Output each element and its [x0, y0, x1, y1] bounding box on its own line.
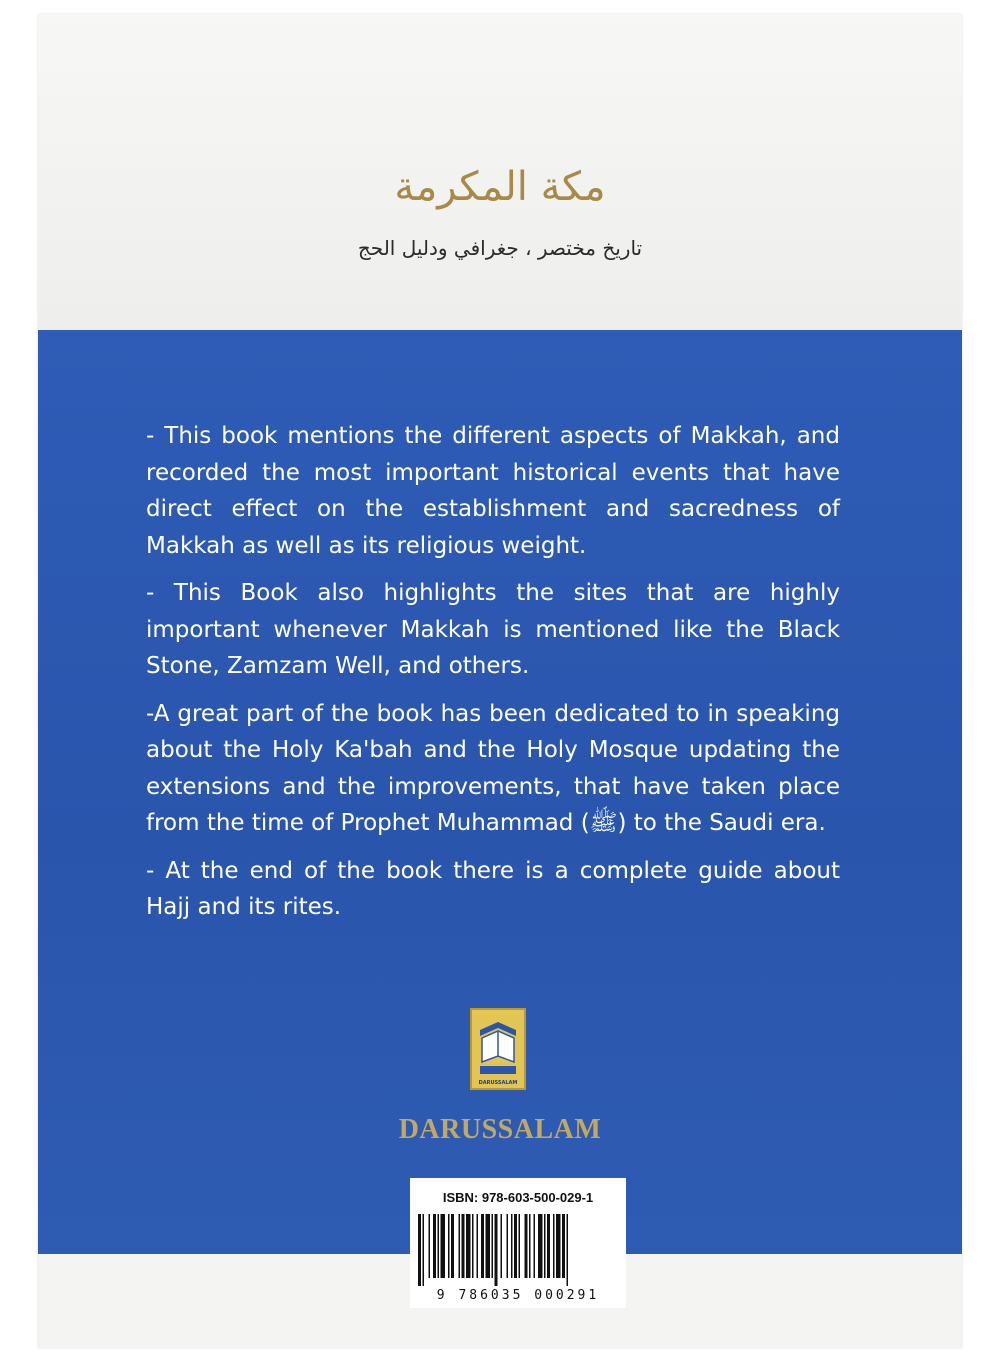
logo-label: DARUSSALAM	[478, 1080, 518, 1086]
description-paragraph-2: - This Book also highlights the sites that are highly important whenever Makkah is mentioned like the Black Stone, Zamzam Well, and others.	[146, 580, 840, 679]
blue-description-panel	[38, 330, 962, 1254]
publisher-name: DARUSSALAM	[398, 1114, 602, 1145]
description-block	[146, 418, 840, 937]
isbn-text: ISBN: 978-603-500-029-1	[442, 1190, 594, 1205]
arabic-subtitle: تاريخ مختصر ، جغرافي ودليل الحج	[357, 236, 643, 260]
book-back-cover	[38, 14, 962, 1348]
barcode-icon	[418, 1214, 618, 1286]
barcode-box	[410, 1178, 626, 1308]
description-paragraph-1: - This book mentions the different aspects of Makkah, and recorded the most important historical events that have direct effect on the establishment and sacredness of Makkah as well as its religious weight.	[146, 423, 840, 559]
arabic-title: مكة المكرمة	[394, 164, 606, 210]
description-paragraph-4: - At the end of the book there is a complete guide about Hajj and its rites.	[146, 857, 840, 920]
publisher-logo	[470, 1008, 526, 1090]
top-panel	[38, 14, 962, 330]
barcode-digits: 9 786035 000291	[436, 1288, 600, 1303]
description-paragraph-3: -A great part of the book has been dedicated to in speaking about the Holy Ka'bah and the Holy Mosque updating the extensions and the improvements, that have taken place from the time of Prophet Muhammad (ﷺ) to the Saudi era.	[146, 700, 840, 836]
book-emblem-icon	[472, 1010, 524, 1088]
